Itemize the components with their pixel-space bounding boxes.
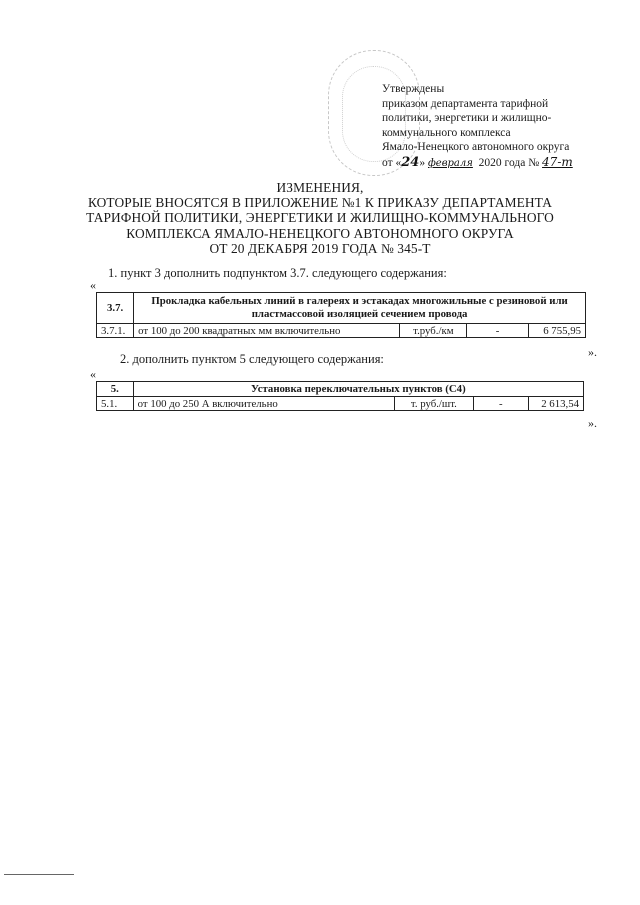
section2-row-dash: - (473, 397, 529, 411)
section1-row-dash: - (467, 324, 528, 338)
section2-header-name: Установка переключательных пунктов (С4) (133, 382, 583, 397)
order-number: 47-т (542, 154, 573, 169)
date-day: 24 (401, 154, 420, 170)
section2-header-row (97, 382, 584, 397)
document-title (60, 180, 580, 256)
section1-row-num: 3.7.1. (97, 324, 134, 338)
section1-row-value: 6 755,95 (528, 324, 585, 338)
footer-rule (4, 874, 74, 875)
section1-header-num: 3.7. (97, 293, 134, 324)
date-year: 2020 года № (478, 156, 540, 169)
approval-date-line (382, 155, 622, 172)
section1-close-quote: ». (588, 345, 597, 359)
section1-row-unit: т.руб./км (400, 324, 467, 338)
section2-open-quote: « (90, 367, 96, 381)
date-month: февраля (427, 157, 473, 169)
approval-line-5: Ямало-Ненецкого автономного округа (382, 141, 570, 153)
section1-text: 1. пункт 3 дополнить подпунктом 3.7. следующего содержания: (108, 266, 447, 280)
approval-line-4: коммунального комплекса (382, 126, 511, 139)
section1-header-name-line2: пластмассовой изоляцией сечением провода (251, 308, 468, 320)
title-line-2: КОТОРЫЕ ВНОСЯТСЯ В ПРИЛОЖЕНИЕ №1 К ПРИКАЗУ ДЕПАРТАМЕНТА (87, 195, 553, 211)
section2-row-value: 2 613,54 (529, 397, 584, 411)
section2-text: 2. дополнить пунктом 5 следующего содержания: (120, 352, 384, 366)
approval-line-3: политики, энергетики и жилищно- (382, 112, 552, 124)
section2-header-num: 5. (97, 382, 134, 397)
title-line-4: КОМПЛЕКСА ЯМАЛО-НЕНЕЦКОГО АВТОНОМНОГО ОКРУГА (126, 225, 514, 241)
approval-line-1: Утверждены (382, 83, 445, 95)
section1-data-row (97, 324, 586, 338)
section1-header-name-line1: Прокладка кабельных линий в галереях и эстакадах многожильные с резиновой или (151, 295, 568, 307)
title-line-3: ТАРИФНОЙ ПОЛИТИКИ, ЭНЕРГЕТИКИ И ЖИЛИЩНО-КОММУНАЛЬНОГО (86, 210, 554, 226)
approval-line-2: приказом департамента тарифной (382, 97, 549, 110)
section2-table (96, 381, 584, 411)
approval-block (382, 82, 622, 171)
section2-row-unit: т. руб./шт. (395, 397, 473, 411)
section1-row-name: от 100 до 200 квадратных мм включительно (134, 324, 400, 338)
title-line-5: ОТ 20 ДЕКАБРЯ 2019 ГОДА № 345-Т (209, 240, 431, 256)
section1-table (96, 292, 586, 338)
section2-row-name: от 100 до 250 А включительно (133, 397, 395, 411)
title-line-1: ИЗМЕНЕНИЯ, (276, 180, 364, 195)
section2-close-quote: ». (588, 416, 597, 430)
section2-row-num: 5.1. (97, 397, 134, 411)
section1-open-quote: « (90, 278, 96, 292)
section1-header-name (134, 293, 586, 324)
date-mid: » (419, 156, 426, 169)
date-prefix: от « (382, 156, 402, 169)
section1-header-row (97, 293, 586, 324)
section2-data-row (97, 397, 584, 411)
